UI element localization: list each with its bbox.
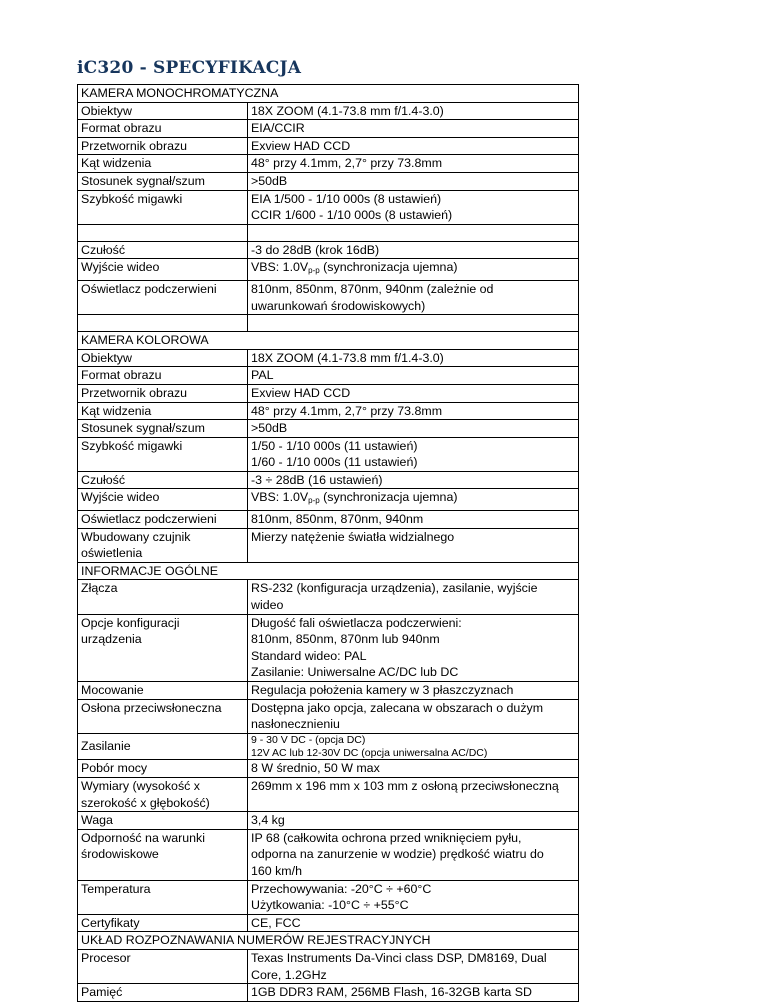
- row-value: -3 ÷ 28dB (16 ustawień): [248, 471, 579, 489]
- section-title: KAMERA MONOCHROMATYCZNA: [78, 85, 579, 103]
- table-row: [78, 880, 579, 914]
- table-row: [78, 102, 579, 120]
- table-row: [78, 699, 579, 733]
- row-value: 48° przy 4.1mm, 2,7° przy 73.8mm: [248, 402, 579, 420]
- row-value: >50dB: [248, 420, 579, 438]
- table-row: [78, 829, 579, 880]
- row-value: [248, 489, 579, 511]
- value-line: 1/50 - 1/10 000s (11 ustawień): [251, 438, 418, 453]
- row-label: Pamięć: [78, 984, 248, 1002]
- value-line: odporna na zanurzenie w wodzie) prędkość wiatru do: [251, 847, 544, 862]
- row-label: Czułość: [78, 241, 248, 259]
- empty-row: [78, 315, 579, 332]
- value-line: Texas Instruments Da-Vinci class DSP, DM8169, Dual: [251, 950, 547, 965]
- table-row: [78, 682, 579, 700]
- table-row: [78, 984, 579, 1002]
- value-line: Core, 1.2GHz: [251, 967, 327, 982]
- row-label: [78, 777, 248, 811]
- row-label: Obiektyw: [78, 349, 248, 367]
- label-line: Odporność na warunki: [81, 830, 205, 845]
- value-line: 1/60 - 1/10 000s (11 ustawień): [251, 455, 418, 470]
- value-text: (synchronizacja ujemna): [319, 490, 458, 505]
- row-value: 18X ZOOM (4.1-73.8 mm f/1.4-3.0): [248, 102, 579, 120]
- table-row: [78, 949, 579, 983]
- row-value: [248, 829, 579, 880]
- table-row: [78, 241, 579, 259]
- section-header-mono: [78, 85, 579, 103]
- table-row: [78, 402, 579, 420]
- row-value: 3,4 kg: [248, 812, 579, 830]
- value-line: Długość fali oświetlacza podczerwieni:: [251, 615, 462, 630]
- value-line: CCIR 1/600 - 1/10 000s (8 ustawień): [251, 208, 453, 223]
- row-value: Exview HAD CCD: [248, 384, 579, 402]
- row-value: 8 W średnio, 50 W max: [248, 760, 579, 778]
- subscript-text: p-p: [308, 496, 320, 506]
- empty-row: [78, 224, 579, 241]
- value-line: uwarunkowań środowiskowych): [251, 298, 426, 313]
- table-row: [78, 437, 579, 471]
- section-header-anpr: [78, 932, 579, 950]
- row-value: [248, 949, 579, 983]
- value-line: IP 68 (całkowita ochrona przed wniknięciem pyłu,: [251, 830, 522, 845]
- table-row: [78, 914, 579, 932]
- table-row: [78, 580, 579, 614]
- row-label: Certyfikaty: [78, 914, 248, 932]
- row-value: Regulacja położenia kamery w 3 płaszczyznach: [248, 682, 579, 700]
- label-line: szerokość x głębokość): [81, 795, 210, 810]
- row-label: Przetwornik obrazu: [78, 384, 248, 402]
- row-value: [248, 190, 579, 224]
- table-row: [78, 614, 579, 681]
- row-value: Mierzy natężenie światła widzialnego: [248, 528, 579, 562]
- subscript-text: p-p: [308, 266, 320, 276]
- row-label: Kąt widzenia: [78, 402, 248, 420]
- row-label: Czułość: [78, 471, 248, 489]
- row-label: Temperatura: [78, 880, 248, 914]
- value-line: 160 km/h: [251, 863, 302, 878]
- value-text: VBS: 1.0V: [251, 490, 309, 505]
- row-value: CE, FCC: [248, 914, 579, 932]
- value-line: 810nm, 850nm, 870nm, 940nm (zależnie od: [251, 281, 494, 296]
- table-row: [78, 137, 579, 155]
- value-line: Przechowywania: -20°C ÷ +60°C: [251, 881, 432, 896]
- value-line: 810nm, 850nm, 870nm lub 940nm: [251, 632, 440, 647]
- row-value: [248, 280, 579, 314]
- row-label: Format obrazu: [78, 120, 248, 138]
- table-row: [78, 367, 579, 385]
- row-value: Exview HAD CCD: [248, 137, 579, 155]
- table-row: [78, 760, 579, 778]
- row-label: Szybkość migawki: [78, 190, 248, 224]
- row-value: [248, 699, 579, 733]
- label-line: Wymiary (wysokość x: [81, 778, 200, 793]
- section-title: KAMERA KOLOROWA: [78, 332, 579, 350]
- section-title: UKŁAD ROZPOZNAWANIA NUMERÓW REJESTRACYJNYCH: [78, 932, 579, 950]
- row-label: Osłona przeciwsłoneczna: [78, 699, 248, 733]
- row-label: Kąt widzenia: [78, 155, 248, 173]
- row-value: [248, 259, 579, 281]
- row-label: [78, 829, 248, 880]
- value-line: RS-232 (konfiguracja urządzenia), zasilanie, wyjście: [251, 581, 538, 596]
- row-label: Pobór mocy: [78, 760, 248, 778]
- row-label: Mocowanie: [78, 682, 248, 700]
- table-row: [78, 528, 579, 562]
- table-row: [78, 280, 579, 314]
- row-label: Obiektyw: [78, 102, 248, 120]
- row-label: [78, 528, 248, 562]
- row-value: [248, 614, 579, 681]
- table-row: [78, 384, 579, 402]
- row-value: >50dB: [248, 172, 579, 190]
- spec-table: [77, 84, 579, 1002]
- row-value: 269mm x 196 mm x 103 mm z osłoną przeciwsłoneczną: [248, 777, 579, 811]
- row-label: Przetwornik obrazu: [78, 137, 248, 155]
- row-label: Wyjście wideo: [78, 259, 248, 281]
- value-text: (synchronizacja ujemna): [319, 260, 458, 275]
- value-line: Zasilanie: Uniwersalne AC/DC lub DC: [251, 665, 459, 680]
- row-label: [78, 614, 248, 681]
- row-value: -3 do 28dB (krok 16dB): [248, 241, 579, 259]
- row-value: [248, 437, 579, 471]
- value-line: EIA 1/500 - 1/10 000s (8 ustawień): [251, 191, 442, 206]
- table-row: [78, 511, 579, 529]
- row-label: Wyjście wideo: [78, 489, 248, 511]
- row-value: PAL: [248, 367, 579, 385]
- table-row: [78, 190, 579, 224]
- label-line: oświetlenia: [81, 546, 143, 561]
- row-label: Waga: [78, 812, 248, 830]
- table-row: [78, 777, 579, 811]
- row-value: 48° przy 4.1mm, 2,7° przy 73.8mm: [248, 155, 579, 173]
- row-label: Zasilanie: [78, 733, 248, 760]
- value-line: Użytkowania: -10°C ÷ +55°C: [251, 898, 409, 913]
- row-value: 1GB DDR3 RAM, 256MB Flash, 16-32GB karta SD: [248, 984, 579, 1002]
- label-line: środowiskowe: [81, 847, 159, 862]
- value-line: nasłonecznieniu: [251, 717, 340, 732]
- label-line: Opcje konfiguracji: [81, 615, 180, 630]
- row-value: [248, 733, 579, 760]
- page-title: iC320 - SPECYFIKACJA: [77, 58, 302, 78]
- value-line: Dostępna jako opcja, zalecana w obszarach o dużym: [251, 700, 544, 715]
- table-row: [78, 172, 579, 190]
- row-value: EIA/CCIR: [248, 120, 579, 138]
- value-line: 9 - 30 V DC - (opcja DC): [251, 733, 366, 746]
- value-line: Standard wideo: PAL: [251, 648, 367, 663]
- row-value: 810nm, 850nm, 870nm, 940nm: [248, 511, 579, 529]
- table-row: [78, 420, 579, 438]
- row-label: Oświetlacz podczerwieni: [78, 511, 248, 529]
- table-row: [78, 733, 579, 760]
- row-label: Szybkość migawki: [78, 437, 248, 471]
- section-header-color: [78, 332, 579, 350]
- table-row: [78, 155, 579, 173]
- label-line: Wbudowany czujnik: [81, 529, 191, 544]
- row-label: Stosunek sygnał/szum: [78, 420, 248, 438]
- value-line: wideo: [251, 598, 284, 613]
- row-value: [248, 580, 579, 614]
- value-text: VBS: 1.0V: [251, 260, 309, 275]
- label-line: urządzenia: [81, 632, 142, 647]
- table-row: [78, 259, 579, 281]
- value-line: 12V AC lub 12-30V DC (opcja uniwersalna AC/DC): [251, 746, 488, 759]
- table-row: [78, 120, 579, 138]
- table-row: [78, 349, 579, 367]
- table-row: [78, 812, 579, 830]
- row-label: Złącza: [78, 580, 248, 614]
- row-value: [248, 880, 579, 914]
- section-header-general: [78, 562, 579, 580]
- row-value: 18X ZOOM (4.1-73.8 mm f/1.4-3.0): [248, 349, 579, 367]
- row-label: Oświetlacz podczerwieni: [78, 280, 248, 314]
- row-label: Stosunek sygnał/szum: [78, 172, 248, 190]
- row-label: Procesor: [78, 949, 248, 983]
- row-label: Format obrazu: [78, 367, 248, 385]
- section-title: INFORMACJE OGÓLNE: [78, 562, 579, 580]
- table-row: [78, 471, 579, 489]
- table-row: [78, 489, 579, 511]
